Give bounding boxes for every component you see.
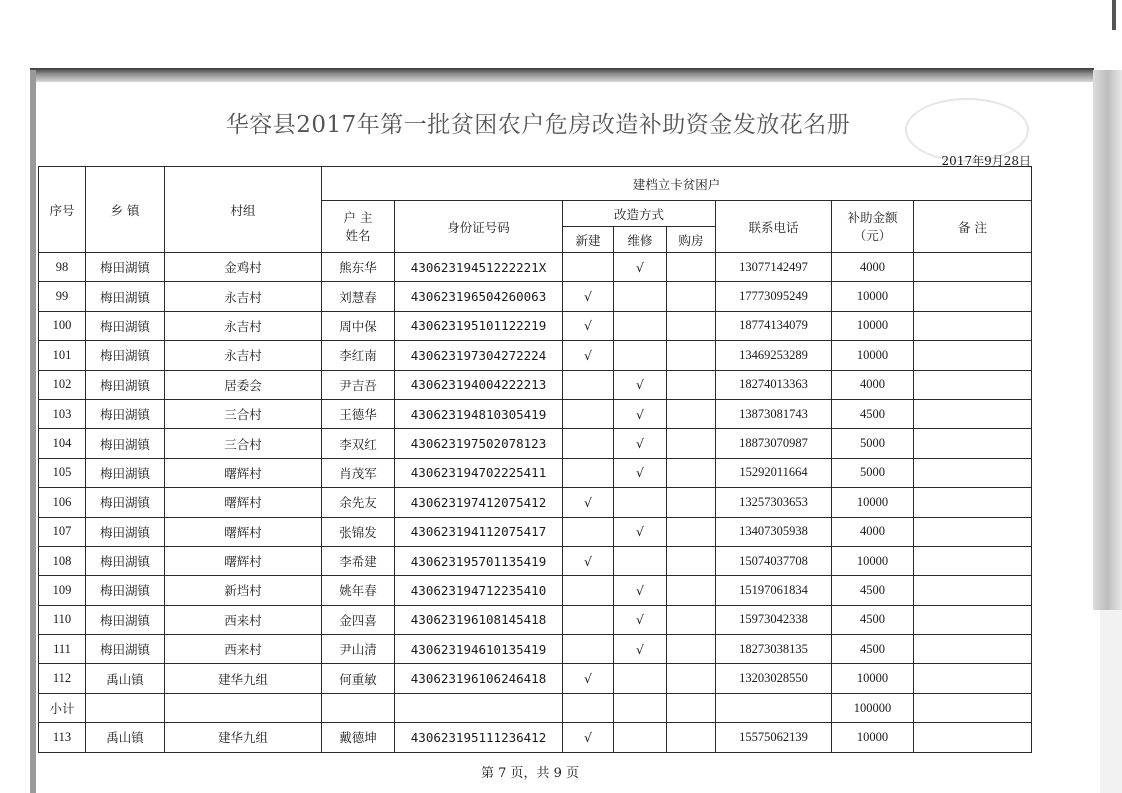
roster-body bbox=[39, 253, 1032, 753]
repair-check: √ bbox=[614, 576, 667, 605]
name-cell: 尹山清 bbox=[322, 635, 395, 664]
village-cell: 曙辉村 bbox=[165, 458, 322, 487]
header-subsidy-amount: 补助金额（元） bbox=[832, 201, 914, 253]
village-cell: 曙辉村 bbox=[165, 546, 322, 575]
name-cell: 张锦发 bbox=[322, 517, 395, 546]
village-cell: 永吉村 bbox=[165, 311, 322, 340]
id-number-cell: 430623195701135419 bbox=[395, 546, 563, 575]
purchase-check bbox=[667, 635, 716, 664]
id-number-cell: 430623195111236412 bbox=[395, 723, 563, 752]
table-row bbox=[39, 605, 1032, 634]
village-cell bbox=[165, 693, 322, 722]
note-cell bbox=[914, 576, 1032, 605]
scan-left-edge bbox=[30, 70, 36, 793]
purchase-check bbox=[667, 253, 716, 282]
amount-cell: 5000 bbox=[832, 458, 914, 487]
amount-cell: 4500 bbox=[832, 605, 914, 634]
phone-cell: 15292011664 bbox=[716, 458, 832, 487]
amount-cell: 4000 bbox=[832, 370, 914, 399]
town-cell: 梅田湖镇 bbox=[86, 429, 165, 458]
name-cell: 姚年春 bbox=[322, 576, 395, 605]
village-cell: 金鸡村 bbox=[165, 253, 322, 282]
phone-cell: 18873070987 bbox=[716, 429, 832, 458]
phone-cell: 13077142497 bbox=[716, 253, 832, 282]
phone-cell: 13203028550 bbox=[716, 664, 832, 693]
purchase-check bbox=[667, 517, 716, 546]
town-cell: 梅田湖镇 bbox=[86, 517, 165, 546]
scan-margin-top bbox=[0, 0, 1122, 68]
town-cell: 梅田湖镇 bbox=[86, 370, 165, 399]
village-cell: 永吉村 bbox=[165, 282, 322, 311]
name-cell bbox=[322, 693, 395, 722]
new-build-check bbox=[563, 605, 614, 634]
table-row bbox=[39, 635, 1032, 664]
new-build-check: √ bbox=[563, 546, 614, 575]
note-cell bbox=[914, 282, 1032, 311]
town-cell: 梅田湖镇 bbox=[86, 311, 165, 340]
seq-cell: 106 bbox=[39, 488, 86, 517]
purchase-check bbox=[667, 664, 716, 693]
id-number-cell: 430623196108145418 bbox=[395, 605, 563, 634]
note-cell bbox=[914, 546, 1032, 575]
id-number-cell: 430623197412075412 bbox=[395, 488, 563, 517]
purchase-check bbox=[667, 546, 716, 575]
id-number-cell: 43062319451222221X bbox=[395, 253, 563, 282]
id-number-cell: 430623196504260063 bbox=[395, 282, 563, 311]
table-row bbox=[39, 341, 1032, 370]
phone-cell: 18273038135 bbox=[716, 635, 832, 664]
new-build-check bbox=[563, 635, 614, 664]
phone-cell: 13469253289 bbox=[716, 341, 832, 370]
town-cell: 梅田湖镇 bbox=[86, 605, 165, 634]
id-number-cell: 430623194810305419 bbox=[395, 399, 563, 428]
purchase-check bbox=[667, 488, 716, 517]
header-village: 村组 bbox=[165, 167, 322, 253]
repair-check: √ bbox=[614, 605, 667, 634]
purchase-check bbox=[667, 693, 716, 722]
name-cell: 何重敏 bbox=[322, 664, 395, 693]
seq-cell: 99 bbox=[39, 282, 86, 311]
phone-cell: 18774134079 bbox=[716, 311, 832, 340]
table-row bbox=[39, 576, 1032, 605]
note-cell bbox=[914, 458, 1032, 487]
id-number-cell: 430623194712235410 bbox=[395, 576, 563, 605]
table-row bbox=[39, 253, 1032, 282]
note-cell bbox=[914, 370, 1032, 399]
amount-cell: 4500 bbox=[832, 635, 914, 664]
note-cell bbox=[914, 517, 1032, 546]
seq-cell: 103 bbox=[39, 399, 86, 428]
table-row bbox=[39, 546, 1032, 575]
seq-cell: 108 bbox=[39, 546, 86, 575]
amount-cell: 10000 bbox=[832, 282, 914, 311]
repair-check bbox=[614, 546, 667, 575]
id-number-cell bbox=[395, 693, 563, 722]
note-cell bbox=[914, 693, 1032, 722]
purchase-check bbox=[667, 399, 716, 428]
header-householder-name: 户 主 姓名 bbox=[322, 201, 395, 253]
header-new-build: 新建 bbox=[563, 227, 614, 253]
name-cell: 周中保 bbox=[322, 311, 395, 340]
name-cell: 余先友 bbox=[322, 488, 395, 517]
name-cell: 尹吉吾 bbox=[322, 370, 395, 399]
new-build-check: √ bbox=[563, 311, 614, 340]
seq-cell: 101 bbox=[39, 341, 86, 370]
town-cell: 梅田湖镇 bbox=[86, 546, 165, 575]
phone-cell: 18274013363 bbox=[716, 370, 832, 399]
scan-right-margin bbox=[1100, 610, 1122, 793]
amount-cell: 10000 bbox=[832, 723, 914, 752]
scan-corner-mark bbox=[1112, 0, 1116, 30]
name-cell: 王德华 bbox=[322, 399, 395, 428]
note-cell bbox=[914, 723, 1032, 752]
header-seq: 序号 bbox=[39, 167, 86, 253]
id-number-cell: 430623197304272224 bbox=[395, 341, 563, 370]
note-cell bbox=[914, 399, 1032, 428]
repair-check: √ bbox=[614, 635, 667, 664]
new-build-check bbox=[563, 429, 614, 458]
header-phone: 联系电话 bbox=[716, 201, 832, 253]
id-number-cell: 430623197502078123 bbox=[395, 429, 563, 458]
id-number-cell: 430623195101122219 bbox=[395, 311, 563, 340]
amount-cell: 100000 bbox=[832, 693, 914, 722]
new-build-check bbox=[563, 517, 614, 546]
new-build-check: √ bbox=[563, 341, 614, 370]
new-build-check: √ bbox=[563, 282, 614, 311]
new-build-check bbox=[563, 693, 614, 722]
repair-check bbox=[614, 311, 667, 340]
seq-cell: 110 bbox=[39, 605, 86, 634]
phone-cell: 13873081743 bbox=[716, 399, 832, 428]
table-row bbox=[39, 311, 1032, 340]
note-cell bbox=[914, 488, 1032, 517]
amount-cell: 4500 bbox=[832, 399, 914, 428]
town-cell bbox=[86, 693, 165, 722]
town-cell: 禹山镇 bbox=[86, 723, 165, 752]
town-cell: 梅田湖镇 bbox=[86, 282, 165, 311]
new-build-check bbox=[563, 399, 614, 428]
seq-cell: 113 bbox=[39, 723, 86, 752]
amount-cell: 4500 bbox=[832, 576, 914, 605]
note-cell bbox=[914, 429, 1032, 458]
name-cell: 肖茂军 bbox=[322, 458, 395, 487]
seq-cell: 100 bbox=[39, 311, 86, 340]
village-cell: 建华九组 bbox=[165, 723, 322, 752]
repair-check bbox=[614, 664, 667, 693]
name-cell: 李红南 bbox=[322, 341, 395, 370]
note-cell bbox=[914, 664, 1032, 693]
new-build-check: √ bbox=[563, 488, 614, 517]
town-cell: 梅田湖镇 bbox=[86, 488, 165, 517]
note-cell bbox=[914, 605, 1032, 634]
repair-check bbox=[614, 282, 667, 311]
amount-cell: 4000 bbox=[832, 253, 914, 282]
town-cell: 梅田湖镇 bbox=[86, 253, 165, 282]
seq-cell: 112 bbox=[39, 664, 86, 693]
id-number-cell: 430623194610135419 bbox=[395, 635, 563, 664]
phone-cell: 15197061834 bbox=[716, 576, 832, 605]
village-cell: 永吉村 bbox=[165, 341, 322, 370]
phone-cell: 13407305938 bbox=[716, 517, 832, 546]
seq-cell: 98 bbox=[39, 253, 86, 282]
purchase-check bbox=[667, 429, 716, 458]
header-renovation-method: 改造方式 bbox=[563, 201, 716, 227]
town-cell: 梅田湖镇 bbox=[86, 341, 165, 370]
name-cell: 熊东华 bbox=[322, 253, 395, 282]
phone-cell: 13257303653 bbox=[716, 488, 832, 517]
header-note: 备 注 bbox=[914, 201, 1032, 253]
seq-cell: 102 bbox=[39, 370, 86, 399]
name-cell: 李双红 bbox=[322, 429, 395, 458]
seq-cell: 109 bbox=[39, 576, 86, 605]
amount-cell: 10000 bbox=[832, 311, 914, 340]
purchase-check bbox=[667, 605, 716, 634]
id-number-cell: 430623196106246418 bbox=[395, 664, 563, 693]
name-cell: 金四喜 bbox=[322, 605, 395, 634]
name-cell: 刘慧春 bbox=[322, 282, 395, 311]
new-build-check: √ bbox=[563, 664, 614, 693]
header-town: 乡 镇 bbox=[86, 167, 165, 253]
repair-check: √ bbox=[614, 370, 667, 399]
seq-cell: 105 bbox=[39, 458, 86, 487]
repair-check: √ bbox=[614, 399, 667, 428]
village-cell: 居委会 bbox=[165, 370, 322, 399]
town-cell: 禹山镇 bbox=[86, 664, 165, 693]
subtotal-row bbox=[39, 693, 1032, 722]
header-registered-poor-households: 建档立卡贫困户 bbox=[322, 167, 1032, 201]
new-build-check bbox=[563, 370, 614, 399]
purchase-check bbox=[667, 341, 716, 370]
seq-cell: 小计 bbox=[39, 693, 86, 722]
repair-check bbox=[614, 723, 667, 752]
repair-check bbox=[614, 693, 667, 722]
village-cell: 建华九组 bbox=[165, 664, 322, 693]
note-cell bbox=[914, 311, 1032, 340]
id-number-cell: 430623194702225411 bbox=[395, 458, 563, 487]
purchase-check bbox=[667, 576, 716, 605]
note-cell bbox=[914, 341, 1032, 370]
seq-cell: 107 bbox=[39, 517, 86, 546]
repair-check: √ bbox=[614, 253, 667, 282]
town-cell: 梅田湖镇 bbox=[86, 458, 165, 487]
name-cell: 李希建 bbox=[322, 546, 395, 575]
new-build-check bbox=[563, 576, 614, 605]
scan-page-edge bbox=[30, 68, 1094, 82]
repair-check bbox=[614, 341, 667, 370]
purchase-check bbox=[667, 370, 716, 399]
town-cell: 梅田湖镇 bbox=[86, 635, 165, 664]
village-cell: 曙辉村 bbox=[165, 517, 322, 546]
table-row bbox=[39, 399, 1032, 428]
phone-cell: 15575062139 bbox=[716, 723, 832, 752]
repair-check bbox=[614, 488, 667, 517]
purchase-check bbox=[667, 458, 716, 487]
amount-cell: 10000 bbox=[832, 488, 914, 517]
new-build-check: √ bbox=[563, 723, 614, 752]
document-date: 2017年9月28日 bbox=[941, 154, 1031, 168]
name-cell: 戴德坤 bbox=[322, 723, 395, 752]
table-row bbox=[39, 282, 1032, 311]
amount-cell: 10000 bbox=[832, 546, 914, 575]
amount-cell: 10000 bbox=[832, 341, 914, 370]
repair-check: √ bbox=[614, 517, 667, 546]
village-cell: 西来村 bbox=[165, 605, 322, 634]
phone-cell: 15973042338 bbox=[716, 605, 832, 634]
note-cell bbox=[914, 635, 1032, 664]
town-cell: 梅田湖镇 bbox=[86, 576, 165, 605]
repair-check: √ bbox=[614, 458, 667, 487]
village-cell: 新垱村 bbox=[165, 576, 322, 605]
table-row bbox=[39, 723, 1032, 752]
phone-cell: 17773095249 bbox=[716, 282, 832, 311]
note-cell bbox=[914, 253, 1032, 282]
table-row bbox=[39, 488, 1032, 517]
amount-cell: 5000 bbox=[832, 429, 914, 458]
village-cell: 曙辉村 bbox=[165, 488, 322, 517]
subsidy-roster-table bbox=[38, 166, 1032, 753]
new-build-check bbox=[563, 458, 614, 487]
purchase-check bbox=[667, 282, 716, 311]
scan-right-edge bbox=[1093, 70, 1122, 610]
table-row bbox=[39, 429, 1032, 458]
new-build-check bbox=[563, 253, 614, 282]
id-number-cell: 430623194004222213 bbox=[395, 370, 563, 399]
village-cell: 三合村 bbox=[165, 399, 322, 428]
id-number-cell: 430623194112075417 bbox=[395, 517, 563, 546]
amount-cell: 4000 bbox=[832, 517, 914, 546]
purchase-check bbox=[667, 311, 716, 340]
table-row bbox=[39, 517, 1032, 546]
phone-cell: 15074037708 bbox=[716, 546, 832, 575]
seq-cell: 111 bbox=[39, 635, 86, 664]
table-row bbox=[39, 458, 1032, 487]
page-footer: 第 7 页，共 9 页 bbox=[480, 766, 580, 781]
header-purchase: 购房 bbox=[667, 227, 716, 253]
phone-cell bbox=[716, 693, 832, 722]
town-cell: 梅田湖镇 bbox=[86, 399, 165, 428]
header-repair: 维修 bbox=[614, 227, 667, 253]
purchase-check bbox=[667, 723, 716, 752]
table-row bbox=[39, 664, 1032, 693]
seq-cell: 104 bbox=[39, 429, 86, 458]
village-cell: 西来村 bbox=[165, 635, 322, 664]
amount-cell: 10000 bbox=[832, 664, 914, 693]
repair-check: √ bbox=[614, 429, 667, 458]
document-title: 华容县2017年第一批贫困农户危房改造补助资金发放花名册 bbox=[225, 112, 851, 138]
village-cell: 三合村 bbox=[165, 429, 322, 458]
header-id-number: 身份证号码 bbox=[395, 201, 563, 253]
table-row bbox=[39, 370, 1032, 399]
